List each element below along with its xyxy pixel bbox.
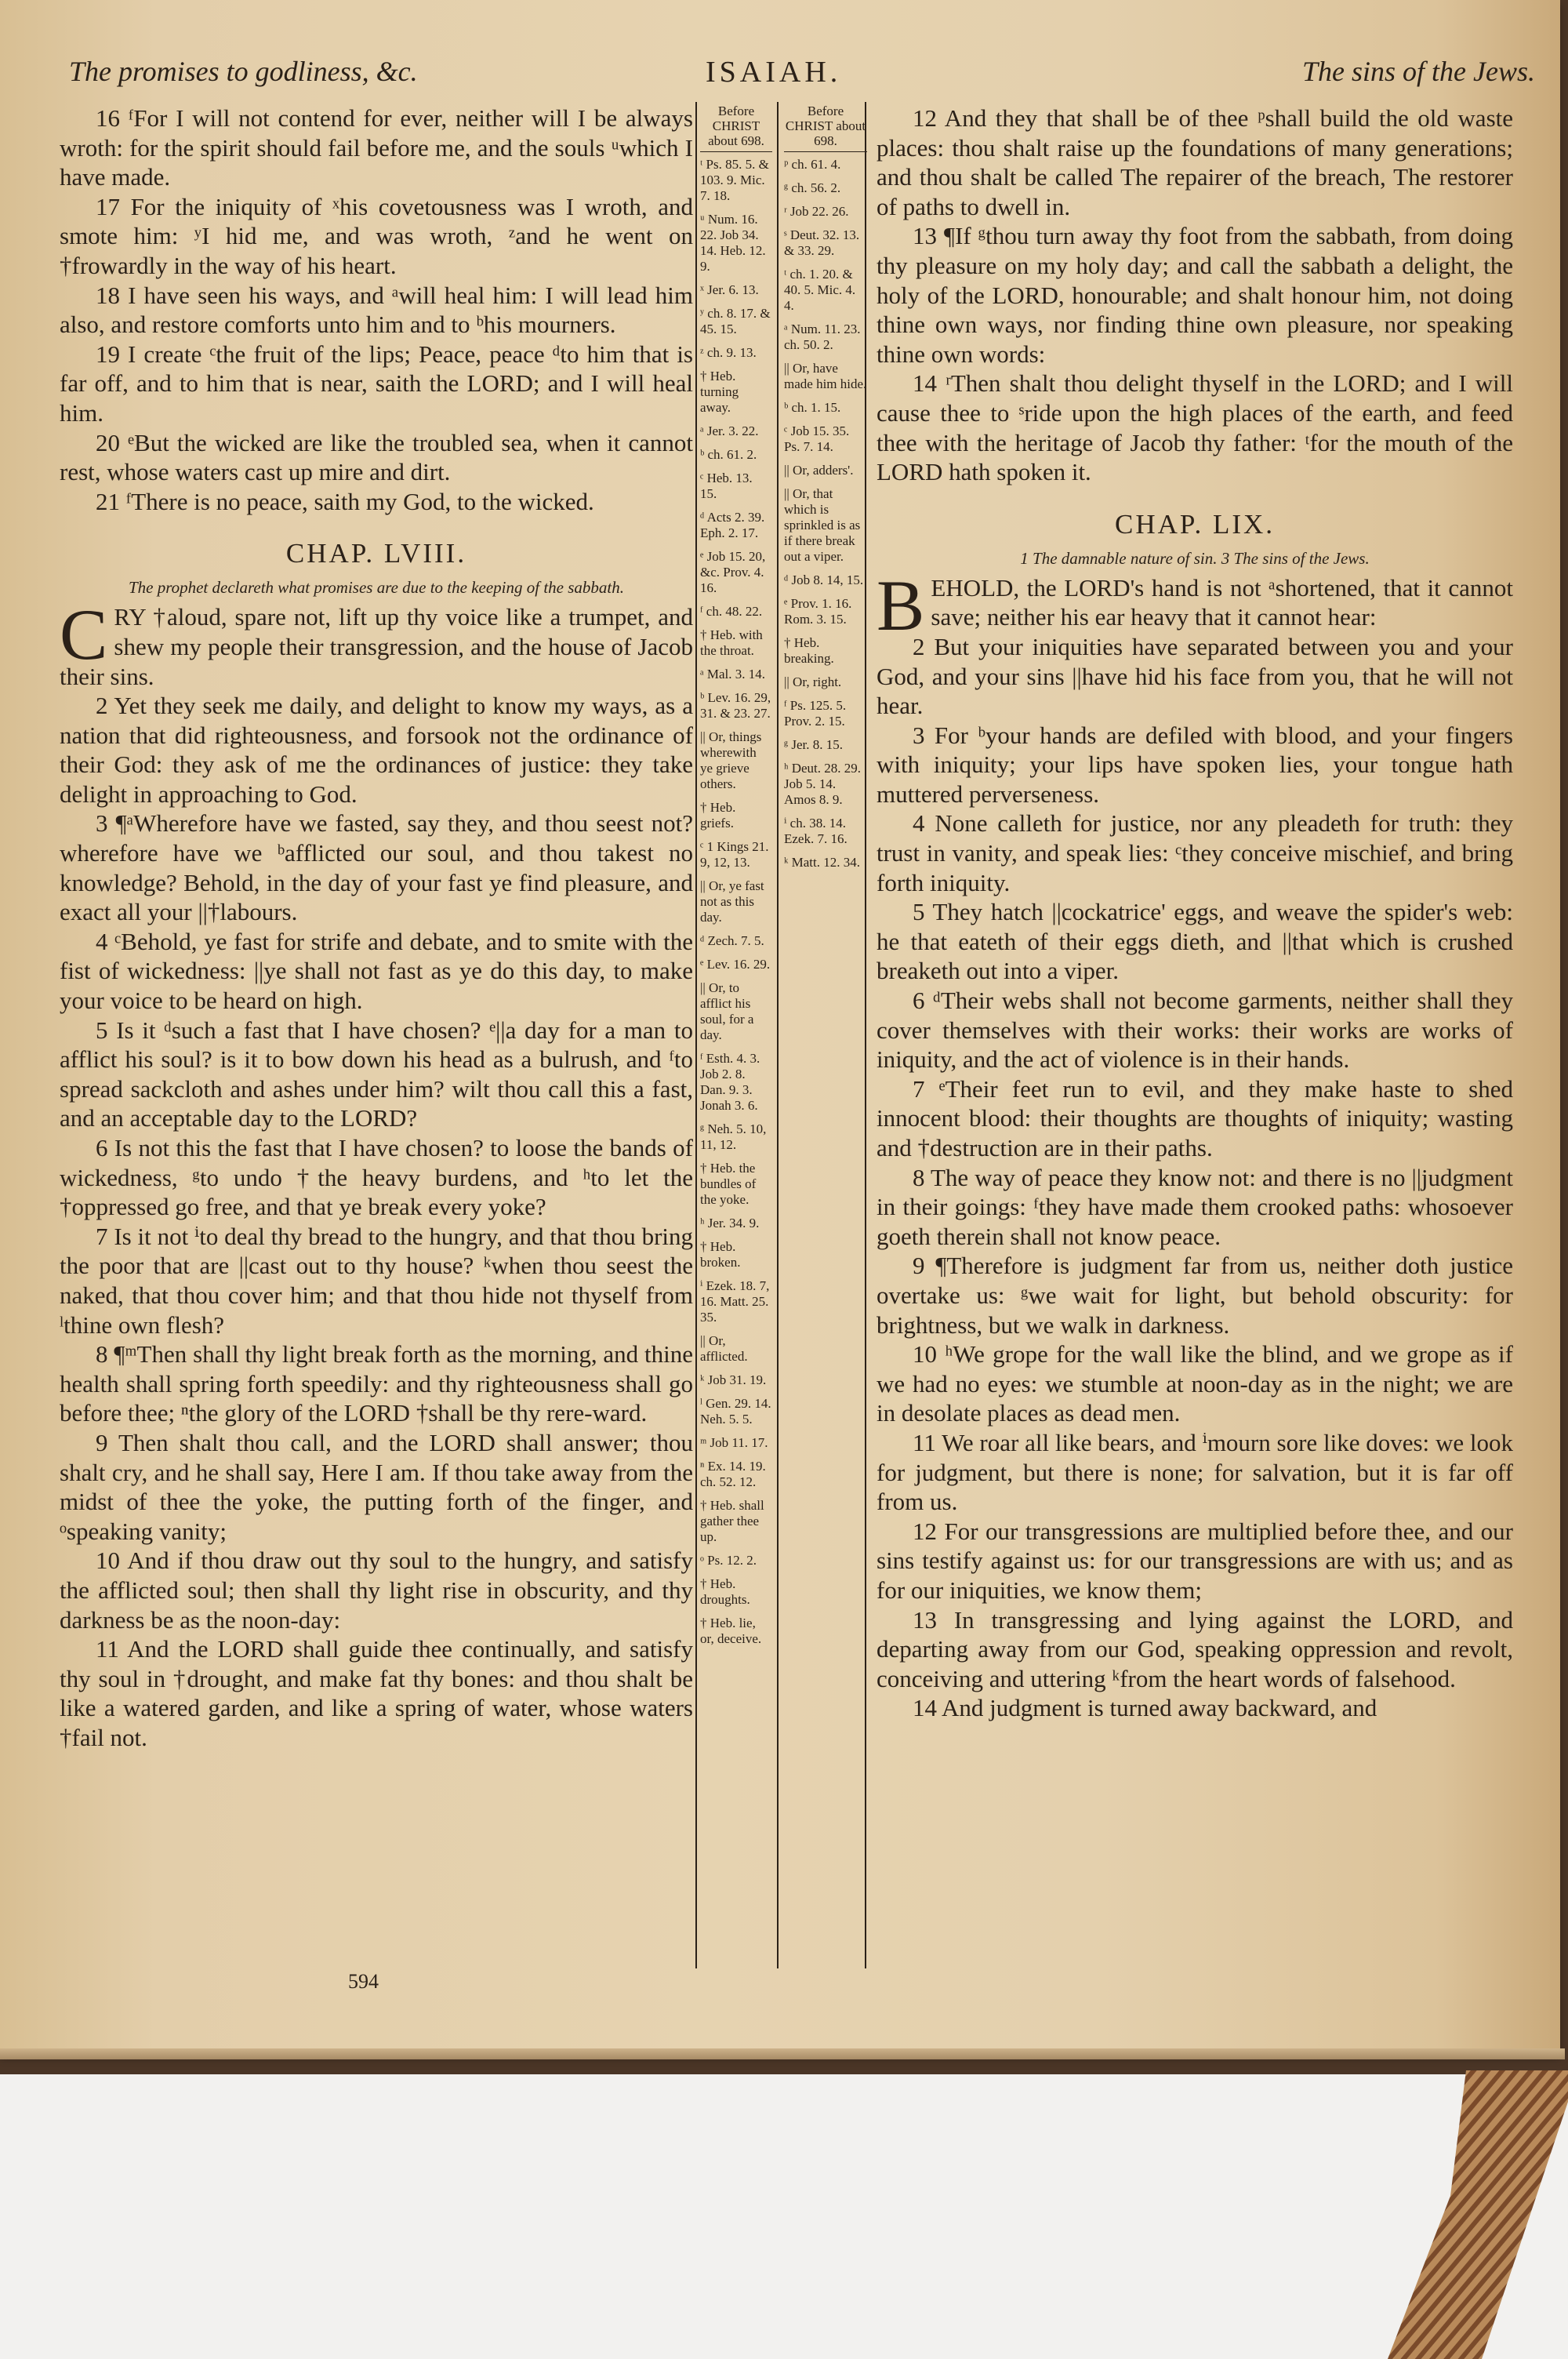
margin-note: ˡ Gen. 29. 14. Neh. 5. 5.	[700, 1396, 771, 1427]
margin-note: ᵗ Ps. 85. 5. & 103. 9. Mic. 7. 18.	[700, 157, 769, 203]
margin-note: ⁱ Ezek. 18. 7, 16. Matt. 25. 35.	[700, 1278, 770, 1325]
verse-59-2: 2 But your iniquities have separated between you and your God, and your sins ||have hid his face from you, that he will not hear.	[877, 632, 1513, 720]
verse-58-11: 11 And the LORD shall guide thee continually, and satisfy thy soul in †drought, and make fat thy bones: and thou shalt be like a watered garden, and like a spring of water, whose waters †fail not.	[60, 1635, 693, 1751]
margin-note: ᵗ ch. 1. 20. & 40. 5. Mic. 4. 4.	[784, 267, 856, 313]
margin-note: ᵉ Lev. 16. 29.	[700, 957, 771, 972]
verse-58-10: 10 And if thou draw out thy soul to the hungry, and satisfy the afflicted soul; then shall thy light rise in obscurity, and thy darkness be as the noon-day:	[60, 1547, 693, 1634]
margin-note: ᵈ Job 8. 14, 15.	[784, 572, 864, 587]
margin-note: ᵃ Mal. 3. 14.	[700, 667, 766, 682]
margin-note: || Or, to afflict his soul, for a day.	[700, 980, 754, 1042]
verse-58-9: 9 Then shalt thou call, and the LORD shall answer; thou shalt cry, and he shall say, Here I am. If thou take away from the midst of thee the yoke, the putting forth of the finger, and ᵒspeaking vanity;	[60, 1428, 693, 1545]
verse-58-3: 3 ¶ᵃWherefore have we fasted, say they, and thou seest not? wherefore have we ᵇafflicted our soul, and thou takest no knowledge? Behold, in the day of your fast ye find pleasure, and exact all your ||†labours.	[60, 809, 693, 926]
verse-57-17: 17 For the iniquity of ˣhis covetousness was I wroth, and smote him: ʸI hid me, and was wroth, ᶻand he went on †frowardly in the way of his heart.	[60, 192, 693, 279]
margin-note: ᶜ Heb. 13. 15.	[700, 471, 753, 501]
margin-note: || Or, have made him hide.	[784, 361, 867, 391]
verse-58-14: 14 ʳThen shalt thou delight thyself in the LORD; and I will cause thee to ˢride upon the high places of the earth, and feed thee with the heritage of Jacob thy father: ᵗfor the mouth of the LORD hath spoken it.	[877, 369, 1513, 486]
verse-59-10: 10 ʰWe grope for the wall like the blind, and we grope as if we had no eyes: we stumble at noon-day as in the night; we are in desolate places as dead men.	[877, 1340, 1513, 1427]
verse-59-9: 9 ¶Therefore is judgment far from us, neither doth justice overtake us: ᵍwe wait for light, but behold obscurity: for brightness, but we walk in darkness.	[877, 1252, 1513, 1339]
verse-57-16: 16 ᶠFor I will not contend for ever, neither will I be always wroth: for the spirit should fail before me, and the souls ᵘwhich I have made.	[60, 104, 693, 191]
margin-note: ᵉ Prov. 1. 16. Rom. 3. 15.	[784, 596, 852, 627]
verse-57-20: 20 ᵉBut the wicked are like the troubled sea, when it cannot rest, whose waters cast up mire and dirt.	[60, 428, 693, 486]
margin-note: ᵍ Neh. 5. 10, 11, 12.	[700, 1121, 767, 1152]
margin-note: || Or, that which is sprinkled is as if there break out a viper.	[784, 486, 861, 564]
chapter-58-title: CHAP. LVIII.	[285, 538, 467, 569]
verse-58-12: 12 And they that shall be of thee ᵖshall build the old waste places: thou shalt raise up the foundations of many generations; and thou shalt be called The repairer of the breach, The restorer of paths to dwell in.	[877, 104, 1513, 220]
verse-57-19: 19 I create ᶜthe fruit of the lips; Peace, peace ᵈto him that is far off, and to him that is near, saith the LORD; and I will heal him.	[60, 340, 693, 427]
margin-note: † Heb. droughts.	[700, 1576, 750, 1607]
verse-59-4: 4 None calleth for justice, nor any pleadeth for truth: they trust in vanity, and speak lies: ᶜthey conceive mischief, and bring forth iniquity.	[877, 809, 1513, 896]
chapter-58-summary: The prophet declareth what promises are due to the keeping of the sabbath.	[128, 578, 625, 598]
margin-note: || Or, afflicted.	[700, 1333, 748, 1364]
margin-references-left	[700, 104, 772, 1655]
verse-59-5: 5 They hatch ||cockatrice' eggs, and weave the spider's web: he that eateth of their eggs dieth, and ||that which is crushed breaketh out into a viper.	[877, 898, 1513, 985]
margin-note: ˣ Jer. 6. 13.	[700, 282, 759, 297]
verse-59-1	[877, 565, 1513, 645]
left-text-column	[60, 104, 693, 1752]
margin-note: ᵒ Ps. 12. 2.	[700, 1553, 757, 1568]
verse-58-8: 8 ¶ᵐThen shall thy light break forth as the morning, and thine health shall spring forth speedily: and thy righteousness shall go before thee; ⁿthe glory of the LORD †shall be thy rere-ward.	[60, 1340, 693, 1427]
margin-note: ᵍ ch. 56. 2.	[784, 180, 841, 195]
chapter-59-summary: 1 The damnable nature of sin. 3 The sins of the Jews.	[1020, 548, 1370, 568]
verse-59-11: 11 We roar all like bears, and ⁱmourn sore like doves: we look for judgment, but there is none; for salvation, but it is far off from us.	[877, 1428, 1513, 1516]
column-rule	[777, 102, 779, 1968]
right-text-column	[877, 104, 1513, 1723]
margin-note: ᶻ ch. 9. 13.	[700, 345, 757, 360]
margin-list	[784, 157, 867, 871]
margin-note: || Or, adders'.	[784, 463, 854, 478]
running-head-book: ISAIAH.	[706, 56, 842, 89]
margin-note: ᵐ Job 11. 17.	[700, 1435, 768, 1450]
verse-58-4: 4 ᶜBehold, ye fast for strife and debate, and to smite with the fist of wickedness: ||ye shall not fast as ye do this day, to make your voice to be heard on high.	[60, 927, 693, 1015]
margin-note: † Heb. griefs.	[700, 800, 736, 831]
verse-59-6: 6 ᵈTheir webs shall not become garments, neither shall they cover themselves with their works: their works are works of iniquity, and the act of violence is in their hands.	[877, 987, 1513, 1074]
margin-note: ʰ Deut. 28. 29. Job 5. 14. Amos 8. 9.	[784, 761, 862, 807]
margin-note: ᵖ ch. 61. 4.	[784, 157, 841, 172]
margin-note: ᵈ Zech. 7. 5.	[700, 933, 764, 948]
margin-heading: Before CHRIST about 698.	[700, 104, 772, 152]
margin-note: ᵇ ch. 1. 15.	[784, 400, 841, 415]
chapter-59-title: CHAP. LIX.	[1114, 508, 1276, 540]
verse-57-21: 21 ᶠThere is no peace, saith my God, to the wicked.	[96, 487, 594, 515]
margin-note: ʰ Jer. 34. 9.	[700, 1216, 760, 1230]
verse-59-14: 14 And judgment is turned away backward, and	[913, 1694, 1377, 1722]
verse-58-5: 5 Is it ᵈsuch a fast that I have chosen? ᵉ||a day for a man to afflict his soul? is it to bow down his head as a bulrush, and ᶠto spread sackcloth and ashes under him? wilt thou call this a fast, and an acceptable day to the LORD?	[60, 1016, 693, 1132]
verse-57-18: 18 I have seen his ways, and ᵃwill heal him: I will lead him also, and restore comforts unto him and to ᵇhis mourners.	[60, 281, 693, 339]
margin-note: ᶠ Esth. 4. 3. Job 2. 8. Dan. 9. 3. Jonah 3. 6.	[700, 1051, 760, 1113]
margin-note: † Heb. broken.	[700, 1239, 741, 1270]
margin-note: † Heb. shall gather thee up.	[700, 1498, 764, 1544]
drop-cap: B	[877, 565, 925, 645]
verse-59-1-text: EHOLD, the LORD's hand is not ᵃshortened, that it cannot save; neither his ear heavy that it cannot hear:	[931, 573, 1513, 631]
verse-58-1-text: RY †aloud, spare not, lift up thy voice like a trumpet, and shew my people their transgression, and the house of Jacob their sins.	[60, 603, 693, 690]
margin-note: ᵏ Job 31. 19.	[700, 1372, 767, 1387]
verse-59-3: 3 For ᵇyour hands are defiled with blood, and your fingers with iniquity; your lips have spoken lies, your tongue hath muttered perverseness.	[877, 721, 1513, 808]
running-head-right: The sins of the Jews.	[1302, 56, 1535, 87]
margin-note: ᵇ Lev. 16. 29, 31. & 23. 27.	[700, 690, 771, 721]
verse-59-12: 12 For our transgressions are multiplied before thee, and our sins testify against us: for our transgressions are with us; and as for our iniquities, we know them;	[877, 1517, 1513, 1604]
margin-note: † Heb. lie, or, deceive.	[700, 1616, 762, 1646]
margin-note: ᵇ ch. 61. 2.	[700, 447, 757, 462]
margin-note: ᶠ Ps. 125. 5. Prov. 2. 15.	[784, 698, 847, 729]
drop-cap: C	[60, 594, 108, 675]
bookmark-ribbon	[1270, 2070, 1568, 2359]
margin-note: || Or, things wherewith ye grieve others.	[700, 729, 762, 791]
margin-note: † Heb. turning away.	[700, 369, 739, 415]
verse-58-6: 6 Is not this the fast that I have chosen? to loose the bands of wickedness, ᵍto undo †the heavy burdens, and ʰto let the †oppressed go free, and that ye break every yoke?	[60, 1134, 693, 1221]
margin-heading: Before CHRIST about 698.	[784, 104, 867, 152]
margin-references-right	[784, 104, 867, 878]
margin-note: || Or, ye fast not as this day.	[700, 878, 764, 925]
verse-58-13: 13 ¶If ᵍthou turn away thy foot from the sabbath, from doing thy pleasure on my holy day; and call the sabbath a delight, the holy of the LORD, honourable; and shalt honour him, not doing thine own ways, nor finding thine own pleasure, nor speaking thine own words:	[877, 222, 1513, 368]
margin-note: ᵈ Acts 2. 39. Eph. 2. 17.	[700, 510, 765, 540]
margin-note: ᵃ Jer. 3. 22.	[700, 423, 759, 438]
margin-note: ᵘ Num. 16. 22. Job 34. 14. Heb. 12. 9.	[700, 212, 766, 274]
margin-note: ᶜ Job 15. 35. Ps. 7. 14.	[784, 423, 850, 454]
margin-note: ⁿ Ex. 14. 19. ch. 52. 12.	[700, 1459, 766, 1489]
margin-note: ᵃ Num. 11. 23. ch. 50. 2.	[784, 322, 861, 352]
margin-note: † Heb. the bundles of the yoke.	[700, 1161, 757, 1207]
margin-note: † Heb. with the throat.	[700, 627, 763, 658]
margin-note: ᵏ Matt. 12. 34.	[784, 855, 860, 870]
margin-note: ʸ ch. 8. 17. & 45. 15.	[700, 306, 771, 336]
verse-59-13: 13 In transgressing and lying against the LORD, and departing away from our God, speaking oppression and revolt, conceiving and uttering ᵏfrom the heart words of falsehood.	[877, 1605, 1513, 1692]
margin-note: ʳ Job 22. 26.	[784, 204, 849, 219]
margin-note: ᶠ ch. 48. 22.	[700, 604, 763, 619]
verse-58-7: 7 Is it not ⁱto deal thy bread to the hungry, and that thou bring the poor that are ||cast out to thy house? ᵏwhen thou seest the naked, that thou cover him; and that thou hide not thyself from ˡthine own flesh?	[60, 1222, 693, 1339]
verse-59-7: 7 ᵉTheir feet run to evil, and they make haste to shed innocent blood: their thoughts are thoughts of iniquity; wasting and †destruction are in their paths.	[877, 1074, 1513, 1161]
margin-note: ˢ Deut. 32. 13. & 33. 29.	[784, 227, 860, 258]
margin-note: ᵍ Jer. 8. 15.	[784, 737, 843, 752]
page-edge	[0, 2048, 1565, 2059]
column-rule	[695, 102, 697, 1968]
verse-59-8: 8 The way of peace they know not: and there is no ||judgment in their goings: ᶠthey have made them crooked paths: whosoever goeth therein shall not know peace.	[877, 1163, 1513, 1250]
page-number: 594	[348, 1970, 379, 1993]
margin-note: || Or, right.	[784, 674, 842, 689]
verse-58-1	[60, 594, 693, 691]
running-head-left: The promises to godliness, &c.	[69, 56, 418, 87]
margin-list	[700, 157, 772, 1647]
margin-note: ᵉ Job 15. 20, &c. Prov. 4. 16.	[700, 549, 766, 595]
margin-note: ⁱ ch. 38. 14. Ezek. 7. 16.	[784, 816, 848, 846]
margin-note: † Heb. breaking.	[784, 635, 834, 666]
margin-note: ᶜ 1 Kings 21. 9, 12, 13.	[700, 839, 769, 870]
verse-58-2: 2 Yet they seek me daily, and delight to know my ways, as a nation that did righteousness, and forsook not the ordinance of their God: they ask of me the ordinances of justice: they take delight in approaching to God.	[60, 692, 693, 808]
